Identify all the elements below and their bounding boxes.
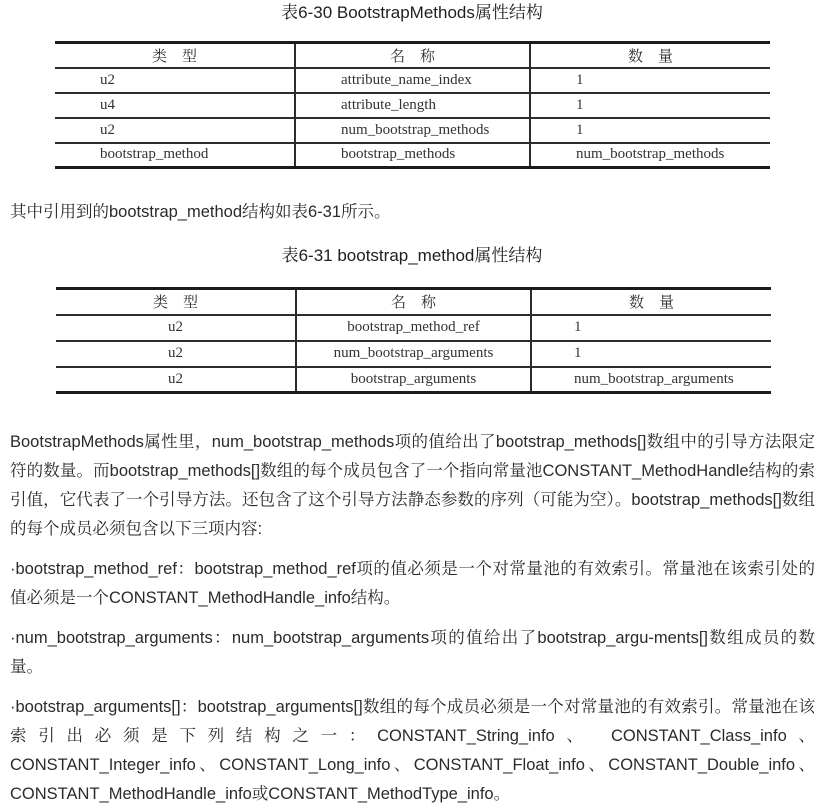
- cell-count: 1: [530, 118, 770, 143]
- cell-name: bootstrap_arguments: [296, 367, 531, 393]
- column-header-count: 数 量: [530, 43, 770, 68]
- cell-count: 1: [530, 93, 770, 118]
- cell-name: num_bootstrap_methods: [295, 118, 530, 143]
- bullet-num-bootstrap-arguments: ·num_bootstrap_arguments：num_bootstrap_arguments项的值给出了bootstrap_argu-ments[]数组成员的数量。: [10, 629, 815, 676]
- bullet-bootstrap-method-ref: ·bootstrap_method_ref：bootstrap_method_ref项的值必须是一个对常量池的有效索引。常量池在该索引处的值必须是一个CONSTANT_MethodHandle_info结构。: [10, 560, 815, 607]
- body-text: [10, 428, 815, 809]
- table-row: [55, 93, 770, 118]
- body-paragraph: BootstrapMethods属性里，num_bootstrap_methods项的值给出了bootstrap_methods[]数组中的引导方法限定符的数量。而bootstrap_methods[]数组的每个成员包含了一个指向常量池CONSTANT_MethodHandle结构的索引值，它代表了一个引导方法。还包含了这个引导方法静态参数的序列（可能为空）。bootstrap_methods[]数组的每个成员必须包含以下三项内容:: [10, 433, 815, 538]
- cell-name: num_bootstrap_arguments: [296, 341, 531, 367]
- column-header-count: 数 量: [531, 289, 771, 315]
- table-row: [56, 315, 771, 341]
- table-header-row: [56, 289, 771, 315]
- column-header-name: 名 称: [296, 289, 531, 315]
- cell-name: attribute_length: [295, 93, 530, 118]
- cell-type: u2: [56, 341, 296, 367]
- cell-type: u4: [55, 93, 295, 118]
- cell-count: num_bootstrap_methods: [530, 143, 770, 168]
- cell-type: u2: [55, 118, 295, 143]
- intro-paragraph: 其中引用到的bootstrap_method结构如表6-31所示。: [10, 203, 391, 221]
- cell-type: u2: [168, 370, 183, 387]
- bootstrap-methods-attribute-table: [55, 41, 770, 169]
- table-6-31-caption: 表6-31 bootstrap_method属性结构: [281, 246, 543, 265]
- table-row: [55, 68, 770, 93]
- cell-type: bootstrap_method: [100, 146, 209, 163]
- cell-type: u2: [55, 68, 295, 93]
- table-row: [56, 367, 771, 393]
- table-header-row: [55, 43, 770, 68]
- column-header-type: 类 型: [56, 289, 296, 315]
- cell-count: num_bootstrap_arguments: [531, 367, 771, 393]
- table-row: [56, 341, 771, 367]
- cell-name: attribute_name_index: [295, 68, 530, 93]
- cell-count: 1: [531, 315, 771, 341]
- cell-name: bootstrap_methods: [295, 143, 530, 168]
- cell-name: bootstrap_method_ref: [296, 315, 531, 341]
- table-row: [55, 118, 770, 143]
- cell-count: 1: [530, 68, 770, 93]
- column-header-name: 名 称: [295, 43, 530, 68]
- bullet-bootstrap-arguments: ·bootstrap_arguments[]：bootstrap_arguments[]数组的每个成员必须是一个对常量池的有效索引。常量池在该索引出必须是下列结构之一：CONSTANT_String_info、 CONSTANT_Class_info、CONSTANT_Integer_info、CONSTANT_Long_info、CONSTANT_Float_info、CONSTANT_Double_info、CONSTANT_MethodHandle_info或CONSTANT_MethodType_info。: [10, 698, 815, 803]
- column-header-type: 类 型: [55, 43, 295, 68]
- table-row: [55, 143, 770, 168]
- cell-type: u2: [56, 315, 296, 341]
- bootstrap-method-structure-table: [56, 287, 771, 394]
- table-6-30-caption: 表6-30 BootstrapMethods属性结构: [281, 3, 543, 22]
- cell-count: 1: [531, 341, 771, 367]
